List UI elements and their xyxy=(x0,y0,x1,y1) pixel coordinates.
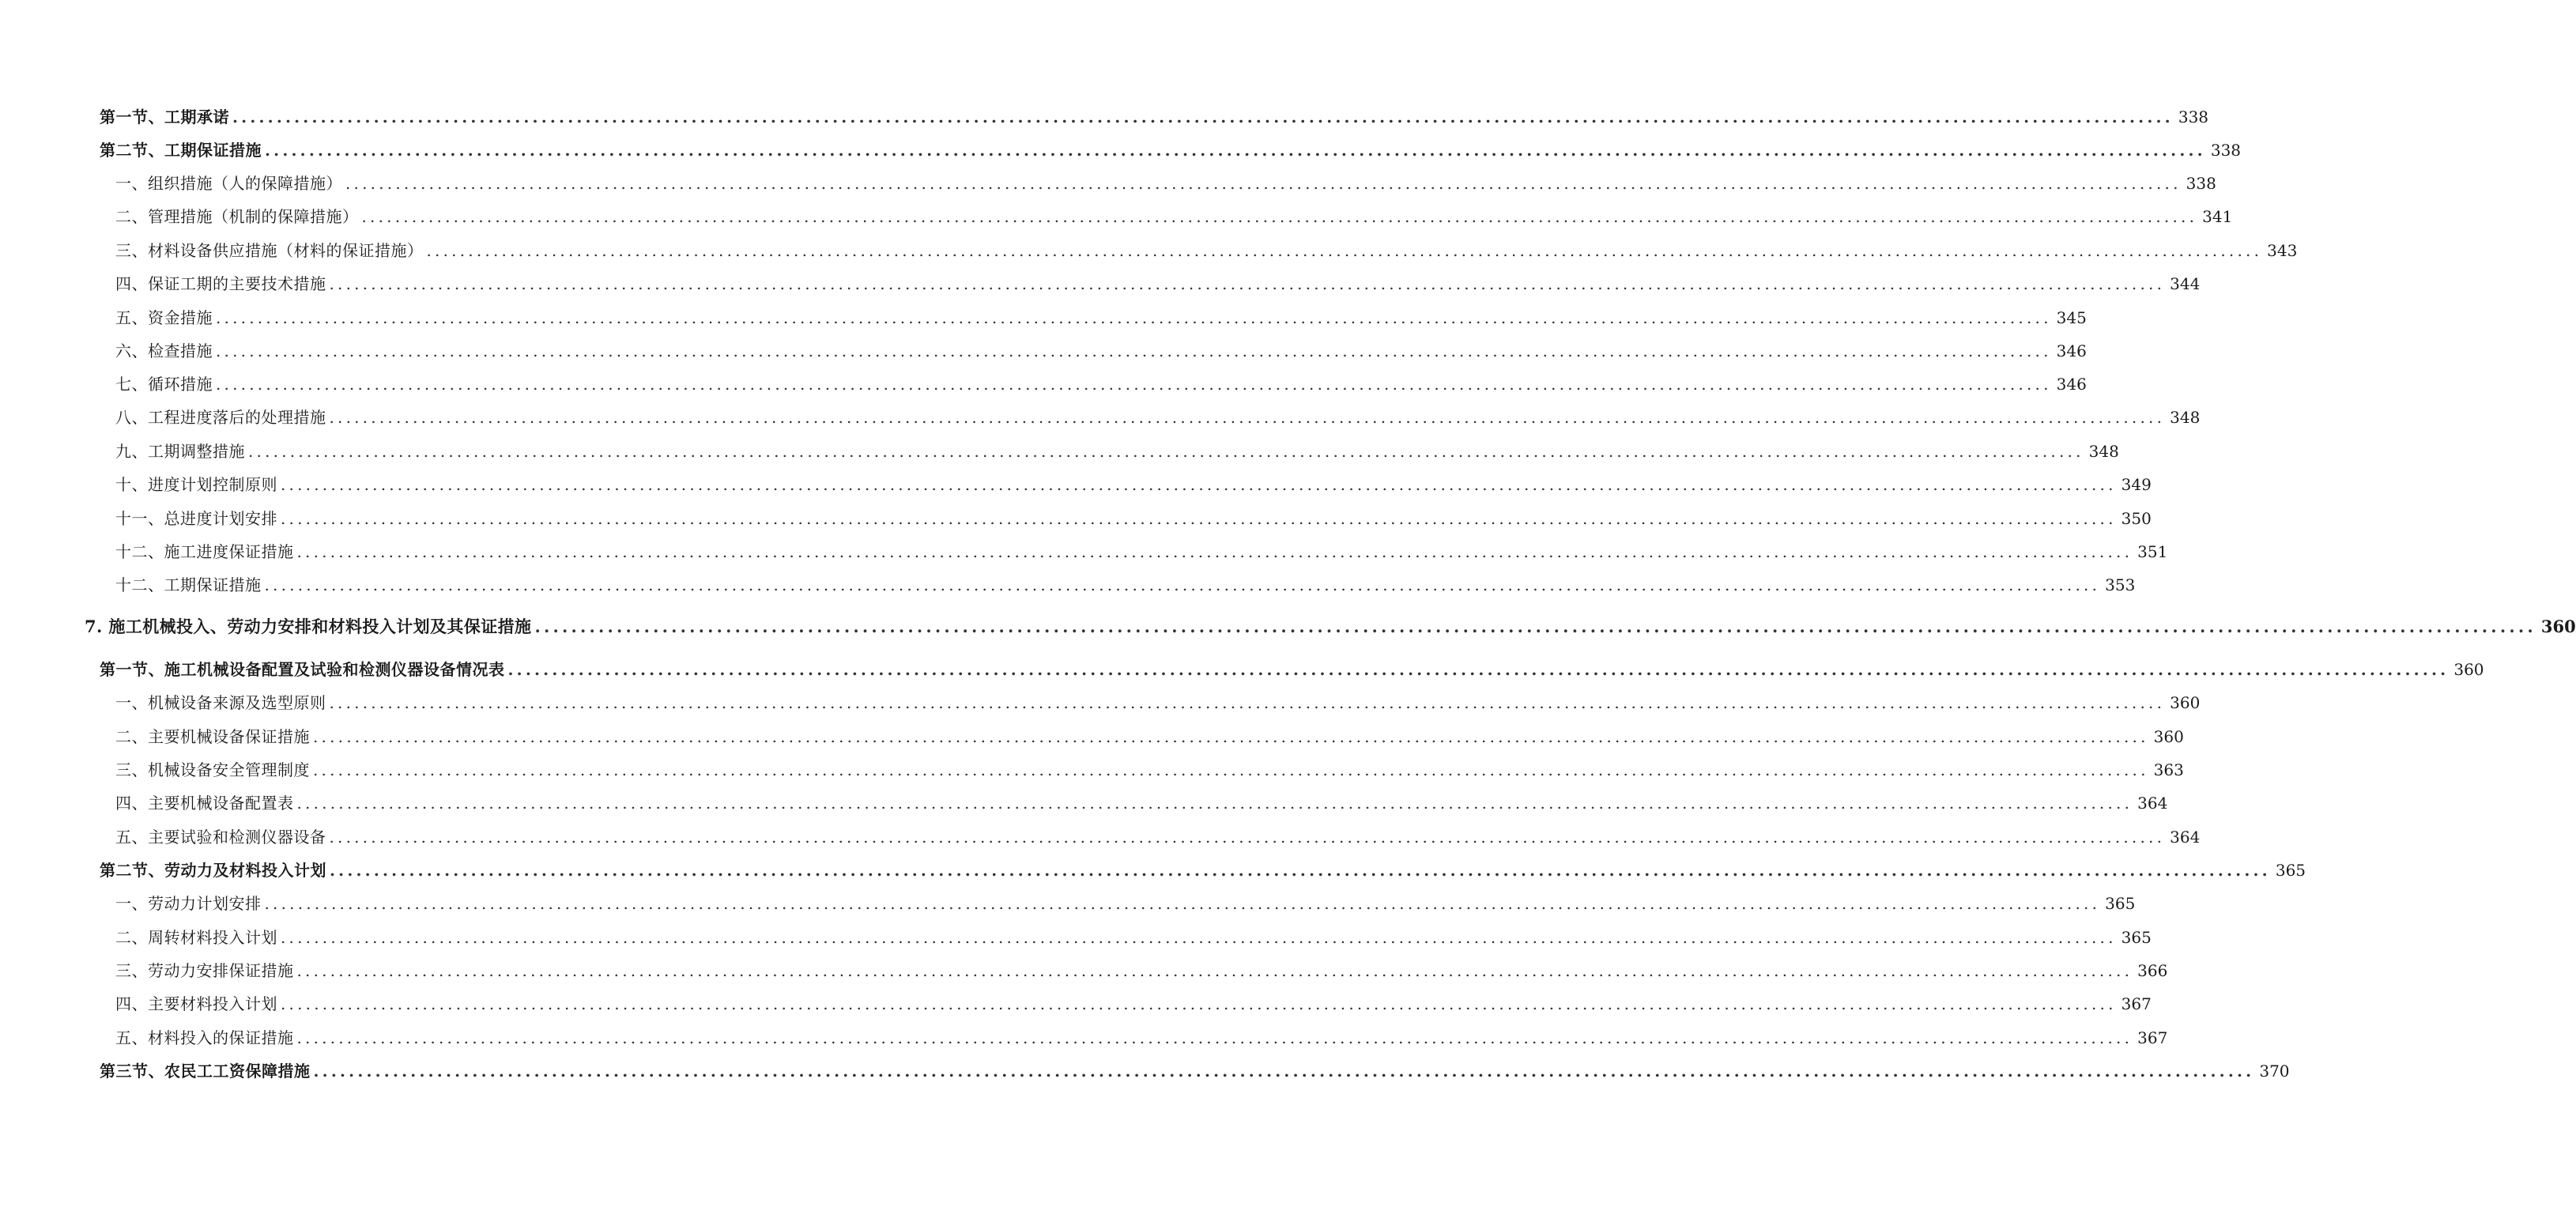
toc-entry-page-number: 360 xyxy=(2170,693,2201,712)
toc-entry[interactable] xyxy=(0,958,2168,981)
toc-entry-page-number: 360 xyxy=(2453,660,2484,679)
toc-entry-page-number: 367 xyxy=(2121,994,2152,1013)
toc-entry-page-number: 363 xyxy=(2153,760,2184,779)
toc-entry-page-number: 365 xyxy=(2275,861,2306,880)
toc-entry-title: 一、机械设备来源及选型原则 xyxy=(115,693,326,712)
toc-dot-leader: ............................................................................................................................................................................................................................ xyxy=(329,408,2166,427)
toc-entry-title: 第二节、劳动力及材料投入计划 xyxy=(100,861,326,880)
toc-dot-leader: ............................................................................................................................................................................................................................ xyxy=(426,241,2263,260)
toc-entry-page-number: 341 xyxy=(2202,207,2233,226)
toc-entry-title: 十二、施工进度保证措施 xyxy=(115,542,294,561)
toc-entry-page-number: 360 xyxy=(2153,727,2184,746)
toc-entry-page-number: 364 xyxy=(2137,794,2168,813)
toc-entry-title: 7. 施工机械投入、劳动力安排和材料投入计划及其保证措施 xyxy=(85,617,532,636)
toc-entry-page-number: 338 xyxy=(2210,141,2242,160)
toc-entry-title: 二、周转材料投入计划 xyxy=(115,928,277,947)
toc-entry-title: 六、检查措施 xyxy=(115,341,213,360)
toc-entry[interactable] xyxy=(0,171,2216,194)
toc-entry[interactable] xyxy=(0,238,2298,261)
toc-entry[interactable] xyxy=(0,657,2484,680)
toc-entry-page-number: 346 xyxy=(2056,341,2087,360)
toc-entry[interactable] xyxy=(0,472,2152,495)
toc-entry-title: 第一节、施工机械设备配置及试验和检测仪器设备情况表 xyxy=(100,660,505,679)
toc-entry-title: 一、组织措施（人的保障措施） xyxy=(115,174,342,193)
toc-entry-title: 十一、总进度计划安排 xyxy=(115,509,277,528)
toc-dot-leader: ............................................................................................................................................................................................................................ xyxy=(329,274,2166,293)
toc-entry-title: 三、机械设备安全管理制度 xyxy=(115,760,310,779)
toc-dot-leader: ............................................................................................................................................................................................................................ xyxy=(296,1028,2133,1047)
toc-entry-page-number: 366 xyxy=(2137,961,2168,980)
toc-dot-leader: ............................................................................................................................................................................................................................ xyxy=(248,442,2084,461)
toc-entry-page-number: 360 xyxy=(2540,617,2576,636)
toc-dot-leader: ............................................................................................................................................................................................................................ xyxy=(281,475,2117,494)
toc-entry-title: 第一节、工期承诺 xyxy=(100,107,229,126)
toc-dot-leader: ............................................................................................................................................................................................................................ xyxy=(361,207,2198,226)
toc-entry-title: 十、进度计划控制原则 xyxy=(115,475,277,494)
toc-entry[interactable] xyxy=(0,991,2152,1014)
toc-entry-title: 七、循环措施 xyxy=(115,375,213,394)
toc-entry-title: 四、主要机械设备配置表 xyxy=(115,794,294,813)
toc-dot-leader: ............................................................................................................................................................................................................................ xyxy=(232,107,2174,126)
toc-entry-page-number: 365 xyxy=(2105,894,2136,913)
toc-entry-title: 四、保证工期的主要技术措施 xyxy=(115,274,326,293)
toc-dot-leader: ............................................................................................................................................................................................................................ xyxy=(264,575,2101,594)
toc-dot-leader: ............................................................................................................................................................................................................................ xyxy=(330,861,2271,880)
toc-entry[interactable] xyxy=(0,104,2209,127)
toc-dot-leader: ............................................................................................................................................................................................................................ xyxy=(296,794,2133,813)
toc-entry-page-number: 350 xyxy=(2121,509,2152,528)
toc-dot-leader: ............................................................................................................................................................................................................................ xyxy=(216,308,2052,327)
toc-entry[interactable] xyxy=(0,405,2201,428)
toc-entry-title: 二、主要机械设备保证措施 xyxy=(115,727,310,746)
toc-entry[interactable] xyxy=(0,572,2136,595)
toc-entry[interactable] xyxy=(0,858,2306,881)
toc-entry-page-number: 364 xyxy=(2170,828,2201,847)
toc-dot-leader: ............................................................................................................................................................................................................................ xyxy=(281,928,2117,947)
toc-dot-leader: ............................................................................................................................................................................................................................ xyxy=(345,174,2182,193)
toc-dot-leader: ............................................................................................................................................................................................................................ xyxy=(216,375,2052,394)
toc-entry-page-number: 345 xyxy=(2056,308,2087,327)
toc-entry[interactable] xyxy=(0,614,2576,638)
toc-entry-page-number: 338 xyxy=(2186,174,2216,193)
toc-dot-leader: ............................................................................................................................................................................................................................ xyxy=(296,542,2133,561)
toc-entry-page-number: 351 xyxy=(2137,542,2168,561)
toc-entry[interactable] xyxy=(0,724,2184,747)
toc-entry-page-number: 353 xyxy=(2105,575,2136,594)
toc-entry-title: 五、主要试验和检测仪器设备 xyxy=(115,828,326,847)
toc-dot-leader: ............................................................................................................................................................................................................................ xyxy=(534,617,2536,636)
toc-entry-title: 第三节、农民工工资保障措施 xyxy=(100,1062,311,1081)
toc-entry-title: 十二、工期保证措施 xyxy=(115,575,262,594)
toc-entry[interactable] xyxy=(0,925,2152,948)
toc-entry[interactable] xyxy=(0,1025,2168,1048)
toc-entry-title: 三、材料设备供应措施（材料的保证措施） xyxy=(115,241,424,260)
toc-dot-leader: ............................................................................................................................................................................................................................ xyxy=(281,994,2117,1013)
toc-entry-title: 第二节、工期保证措施 xyxy=(100,141,262,160)
toc-entry-page-number: 346 xyxy=(2056,375,2087,394)
toc-entry-title: 五、资金措施 xyxy=(115,308,213,327)
toc-entry-title: 三、劳动力安排保证措施 xyxy=(115,961,294,980)
toc-entry[interactable] xyxy=(0,539,2168,562)
toc-entry-title: 九、工期调整措施 xyxy=(115,442,245,461)
toc-entry-title: 八、工程进度落后的处理措施 xyxy=(115,408,326,427)
toc-entry-page-number: 349 xyxy=(2121,475,2152,494)
toc-entry-title: 二、管理措施（机制的保障措施） xyxy=(115,207,359,226)
toc-entry[interactable] xyxy=(0,305,2087,328)
toc-entry[interactable] xyxy=(0,824,2201,847)
toc-entry[interactable] xyxy=(0,372,2087,394)
toc-dot-leader: ............................................................................................................................................................................................................................ xyxy=(329,828,2166,847)
toc-entry[interactable] xyxy=(0,891,2136,914)
toc-dot-leader: ............................................................................................................................................................................................................................ xyxy=(313,760,2149,779)
toc-entry[interactable] xyxy=(0,506,2152,529)
toc-entry[interactable] xyxy=(0,690,2201,713)
toc-entry-page-number: 338 xyxy=(2178,107,2209,126)
toc-entry[interactable] xyxy=(0,138,2242,160)
toc-entry[interactable] xyxy=(0,439,2119,462)
toc-entry-title: 一、劳动力计划安排 xyxy=(115,894,262,913)
toc-dot-leader: ............................................................................................................................................................................................................................ xyxy=(313,1062,2255,1081)
toc-entry-title: 四、主要材料投入计划 xyxy=(115,994,277,1013)
toc-entry[interactable] xyxy=(0,204,2233,227)
toc-dot-leader: ............................................................................................................................................................................................................................ xyxy=(281,509,2117,528)
toc-entry-page-number: 344 xyxy=(2170,274,2201,293)
toc-entry-page-number: 348 xyxy=(2088,442,2119,461)
toc-entry-page-number: 348 xyxy=(2170,408,2201,427)
toc-dot-leader: ............................................................................................................................................................................................................................ xyxy=(216,341,2052,360)
toc-entry[interactable] xyxy=(0,757,2184,780)
toc-entry[interactable] xyxy=(0,790,2168,813)
toc-dot-leader: ............................................................................................................................................................................................................................ xyxy=(264,894,2101,913)
toc-entry-page-number: 367 xyxy=(2137,1028,2168,1047)
toc-dot-leader: ............................................................................................................................................................................................................................ xyxy=(507,660,2450,679)
toc-entry[interactable] xyxy=(0,271,2201,294)
toc-dot-leader: ............................................................................................................................................................................................................................ xyxy=(329,693,2166,712)
toc-dot-leader: ............................................................................................................................................................................................................................ xyxy=(265,141,2206,160)
toc-dot-leader: ............................................................................................................................................................................................................................ xyxy=(296,961,2133,980)
toc-entry[interactable] xyxy=(0,338,2087,361)
toc-entry[interactable] xyxy=(0,1058,2290,1081)
toc-entry-title: 五、材料投入的保证措施 xyxy=(115,1028,294,1047)
toc-dot-leader: ............................................................................................................................................................................................................................ xyxy=(313,727,2149,746)
toc-entry-page-number: 365 xyxy=(2121,928,2152,947)
toc-entry-page-number: 343 xyxy=(2267,241,2298,260)
toc-entry-page-number: 370 xyxy=(2259,1062,2290,1081)
